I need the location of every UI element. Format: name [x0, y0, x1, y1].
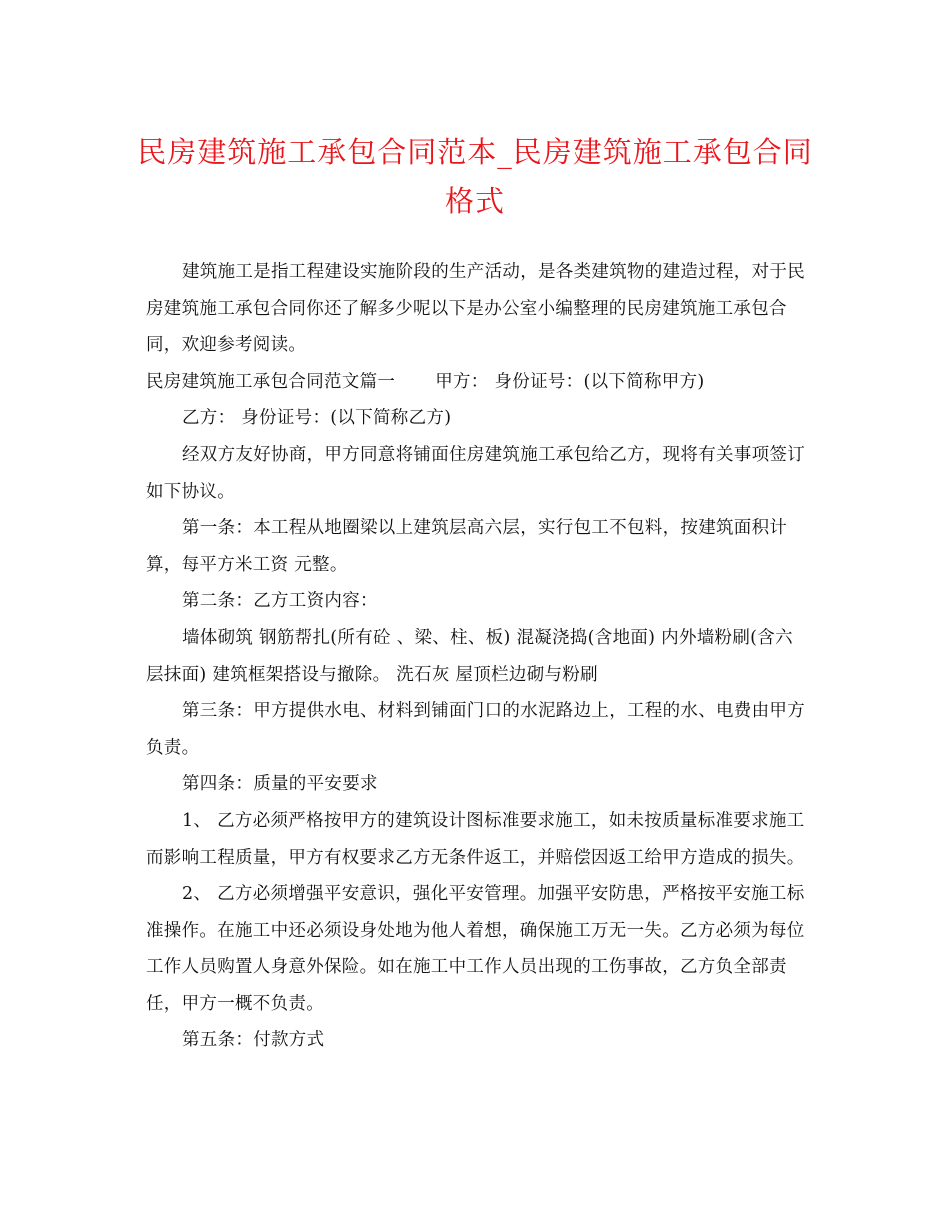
article-1: 第一条：本工程从地圈梁以上建筑层高六层，实行包工不包料，按建筑面积计算，每平方米工资 元整。 [146, 518, 788, 575]
article-4-item-2: 2、 乙方必须增强平安意识，强化平安管理。加强平安防患，严格按平安施工标准操作。在施工中还必须设身处地为他人着想，确保施工万无一失。乙方必须为每位工作人员购置人身意外保险。如在施工中工作人员出现的工伤事故，乙方负全部责任，甲方一概不负责。 [146, 884, 805, 1014]
document-body [146, 254, 806, 1059]
document-title: 民房建筑施工承包合同范本_民房建筑施工承包合同格式 [137, 135, 813, 218]
article-2-body: 墙体砌筑 钢筋帮扎(所有砼 、梁、柱、板) 混凝浇捣(含地面) 内外墙粉刷(含六层抹面) 建筑框架搭设与撤除。 洗石灰 屋顶栏边砌与粉刷 [146, 627, 793, 685]
article-5-title: 第五条：付款方式 [182, 1030, 325, 1051]
article-4-title: 第四条：质量的平安要求 [182, 774, 378, 795]
sample-heading-line [146, 364, 806, 401]
article-2-title: 第二条：乙方工资内容： [182, 591, 378, 612]
article-3: 第三条：甲方提供水电、材料到铺面门口的水泥路边上，工程的水、电费由甲方负责。 [146, 701, 805, 758]
party-b-line: 乙方： 身份证号：(以下简称乙方) [182, 408, 452, 429]
sample-heading: 民房建筑施工承包合同范文篇一 [146, 371, 396, 392]
article-4-item-1: 1、 乙方必须严格按甲方的建筑设计图标准要求施工，如未按质量标准要求施工而影响工程质量，甲方有权要求乙方无条件返工，并赔偿因返工给甲方造成的损失。 [146, 810, 805, 868]
agreement-paragraph: 经双方友好协商，甲方同意将铺面住房建筑施工承包给乙方，现将有关事项签订如下协议。 [146, 444, 805, 502]
intro-paragraph: 建筑施工是指工程建设实施阶段的生产活动，是各类建筑物的建造过程，对于民房建筑施工承包合同你还了解多少呢以下是办公室小编整理的民房建筑施工承包合同，欢迎参考阅读。 [146, 262, 805, 356]
party-a-line: 甲方： 身份证号：(以下简称甲方) [435, 371, 705, 392]
